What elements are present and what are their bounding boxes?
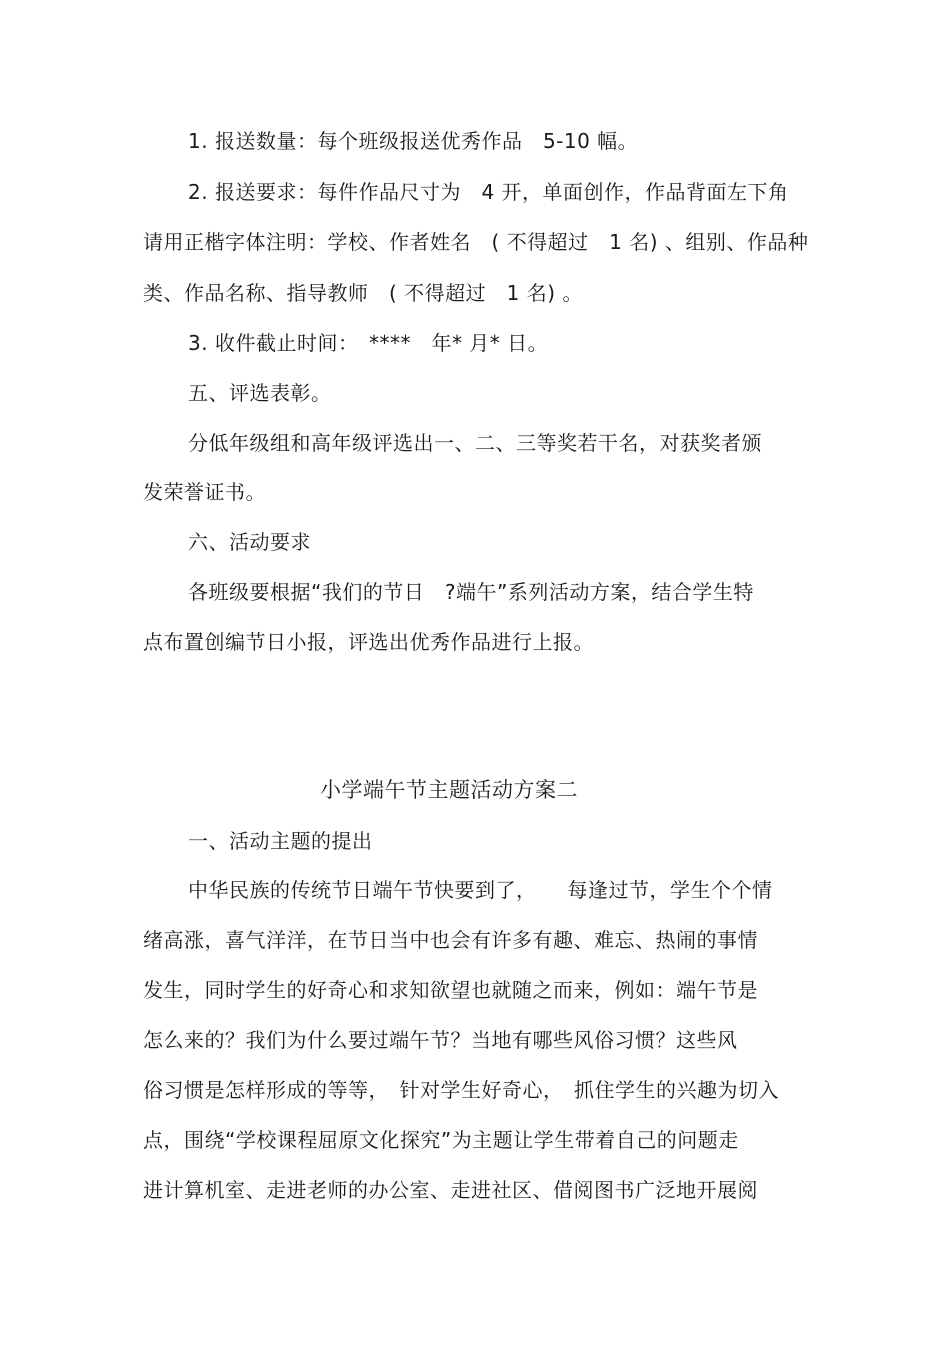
- submission-count-item: 1. 报送数量：每个班级报送优秀作品 5-10 幅。: [188, 129, 639, 153]
- theme-paragraph-line-1: 中华民族的传统节日端午节快要到了， 每逢过节，学生个个情: [188, 878, 773, 902]
- document-title: 小学端午节主题活动方案二: [320, 778, 578, 802]
- section-heading-awards: 五、评选表彰。: [188, 381, 332, 405]
- submission-requirement-line-2: 请用正楷字体注明：学校、作者姓名 ( 不得超过 1 名) 、组别、作品种: [143, 230, 809, 254]
- submission-requirement-line-3: 类、作品名称、指导教师 ( 不得超过 1 名) 。: [143, 281, 583, 305]
- theme-paragraph-line-7: 进计算机室、走进老师的办公室、走进社区、借阅图书广泛地开展阅: [143, 1178, 758, 1202]
- requirements-paragraph-line-1: 各班级要根据“我们的节日 ?端午”系列活动方案，结合学生特: [188, 580, 754, 604]
- requirements-paragraph-line-2: 点布置创编节日小报，评选出优秀作品进行上报。: [143, 630, 594, 654]
- theme-paragraph-line-2: 绪高涨，喜气洋洋，在节日当中也会有许多有趣、难忘、热闹的事情: [143, 928, 758, 952]
- submission-requirement-line-1: 2. 报送要求：每件作品尺寸为 4 开，单面创作，作品背面左下角: [188, 180, 789, 204]
- theme-paragraph-line-5: 俗习惯是怎样形成的等等， 针对学生好奇心， 抓住学生的兴趣为切入: [143, 1078, 779, 1102]
- awards-paragraph-line-2: 发荣誉证书。: [143, 480, 266, 504]
- theme-paragraph-line-4: 怎么来的？我们为什么要过端午节？当地有哪些风俗习惯？这些风: [143, 1028, 738, 1052]
- section-heading-theme: 一、活动主题的提出: [188, 829, 373, 853]
- awards-paragraph-line-1: 分低年级组和高年级评选出一、二、三等奖若干名，对获奖者颁: [188, 431, 762, 455]
- theme-paragraph-line-6: 点，围绕“学校课程屈原文化探究”为主题让学生带着自己的问题走: [143, 1128, 739, 1152]
- deadline-item: 3. 收件截止时间： **** 年* 月* 日。: [188, 331, 549, 355]
- section-heading-requirements: 六、活动要求: [188, 530, 311, 554]
- theme-paragraph-line-3: 发生，同时学生的好奇心和求知欲望也就随之而来，例如：端午节是: [143, 978, 758, 1002]
